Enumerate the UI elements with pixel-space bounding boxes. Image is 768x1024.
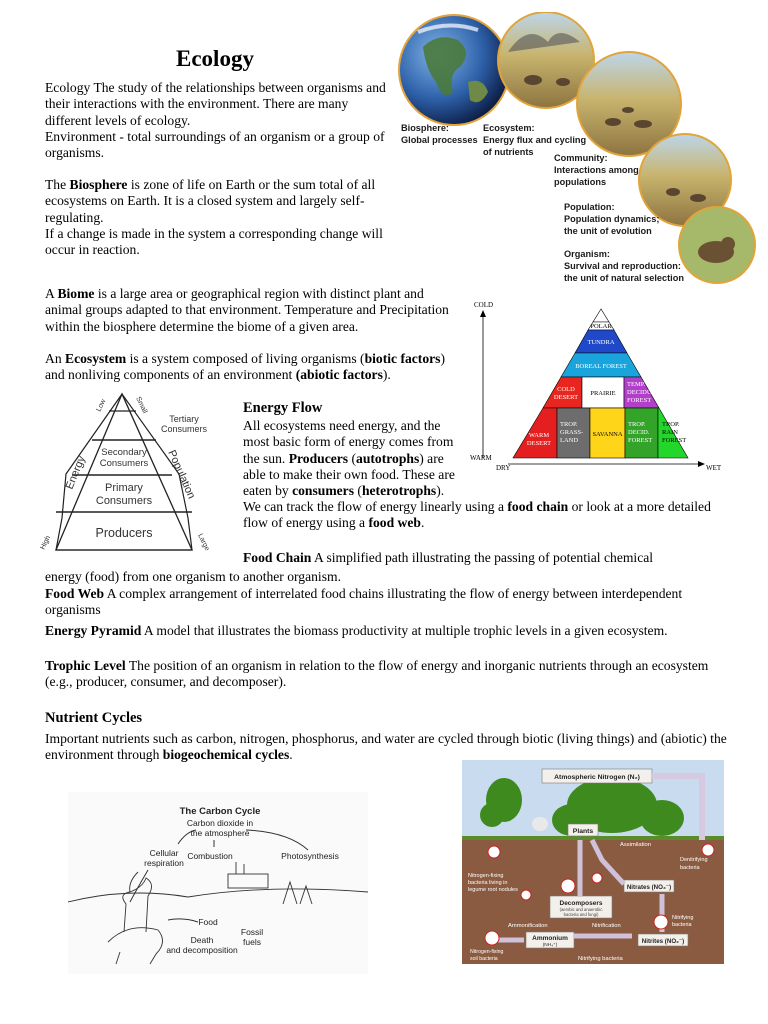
nitrates-label: Nitrates (NO₃⁻) [626,884,672,891]
def-food-chain-term: Food Chain [243,550,312,565]
term-heterotrophs: heterotrophs [361,483,437,499]
biome-boreal-label: BOREAL FOREST [575,363,627,370]
energy-flow-paragraph [243,418,461,499]
ammonium-label: Ammonium [532,935,568,942]
term-autotrophs: autotrophs [356,450,420,466]
text-run: A [45,286,58,301]
axis-label-cold: COLD [474,301,494,309]
biome-trop-rain-label3: FOREST [662,437,687,444]
term-biosphere: Biosphere [69,177,128,192]
carbon-photosynthesis-label: Photosynthesis [281,851,339,861]
text-run: A complex arrangement of interrelated food chains illustrating the flow of energy between interdependent organisms [45,586,683,618]
biome-polar-cap [593,309,609,322]
term-food-web: food web [368,515,421,531]
biome-trop-rain-label1: TROP. [662,421,680,428]
moisture-axis-arrow [698,461,705,467]
biome-trop-grass-label2: GRASS- [560,429,584,436]
biosphere-label-desc: Global processes [401,135,478,145]
nitrifying-label2: bacteria [672,922,692,928]
community-label-title: Community: [554,153,608,163]
decomposers-sub2: bacteria and fungi) [563,912,599,917]
text-run: Important nutrients such as carbon, nitrogen, phosphorus, and water are cycled through biotic (living things) and (abiotic) the environment through [45,731,727,763]
biome-trop-grass-label1: TROP. [560,421,578,428]
biome-tundra-label: TUNDRA [587,339,615,346]
carbon-fossil-label1: Fossil [240,927,264,937]
biome-trop-deci-label3: FOREST [628,437,653,444]
fixing-roots-label3: legume root nodules [468,887,518,893]
carbon-food-label: Food [198,917,218,927]
text-run: ) and nonliving components of an environment [45,351,445,383]
biome-pyramid-diagram [466,298,728,476]
nutrient-cycles-heading: Nutrient Cycles [45,710,143,726]
text-run: We can track the flow of energy linearly using a [243,499,508,514]
assimilation-label: Assimilation [620,842,651,848]
fixing-soil-label1: Nitrogen-fixing [470,949,504,955]
food-chain-line2: energy (food) from one organism to another organism. [45,569,341,584]
text-run: ( [348,450,357,466]
axis-label-wet: WET [706,464,722,472]
producers-label: Producers [95,526,153,540]
community-label-desc1: Interactions among [554,165,639,175]
carbon-fossil-label2: fuels [243,937,261,947]
axis-label-warm: WARM [470,454,492,462]
nitrogen-cycle-diagram [462,760,724,964]
energy-high-label: High [39,534,53,551]
text-run: All ecosystems need energy, and the most basic form of energy comes from the sun. [243,418,454,466]
term-producers: Producers [288,450,349,466]
biosphere-paragraph [45,177,387,258]
primary-consumers-label1: Primary [105,482,143,494]
organism-scene-image [679,207,755,283]
carbon-combustion-label: Combustion [187,851,233,861]
organism-label-desc2: the unit of natural selection [564,273,684,283]
text-run: An [45,351,66,366]
term-consumers: consumers [292,483,355,499]
energy-low-label: Low [95,398,108,413]
biome-trop-rain-label2: RAIN [662,429,678,436]
fixing-roots-label2: bacteria living in [468,880,508,886]
text-run: ). [382,367,391,383]
population-label-desc1: Population dynamics; [564,214,660,224]
tertiary-consumers-label1: Tertiary [169,414,199,424]
biome-trop-deci-label1: TROP. [628,421,646,428]
ecosystem-paragraph [45,351,455,384]
nitrites-label: Nitrites (NO₂⁻) [641,938,685,945]
food-chain-line1 [243,550,723,566]
carbon-cellular-label1: Cellular [149,848,179,858]
tertiary-consumers-label2: Consumers [160,424,208,434]
text-run: The [45,177,70,192]
population-small-label: Small [134,395,149,415]
axis-label-dry: DRY [496,464,511,472]
text-run: is zone of life on Earth or the sum total of all ecosystems on Earth. It is a closed system and largely self-regulating. [45,177,376,225]
biome-paragraph [45,286,463,335]
text-run: A simplified path illustrating the passing of potential chemical [311,550,654,565]
text-run: . [289,747,293,763]
term-biotic: biotic factors [364,351,441,366]
carbon-death-label1: Death [190,935,214,945]
nitrifying-bottom-label: Nitrifying bacteria [578,956,623,962]
text-run: is a large area or geographical region with distinct plant and animal groups adapted to that environment. Temperature and Precipitation within the biosphere determine the biome of a given area. [45,286,449,334]
population-large-label: Large [196,532,211,552]
organism-label-desc1: Survival and reproduction: [564,261,681,271]
fixing-roots-label1: Nitrogen-fixing [468,873,504,879]
population-label-title: Population: [564,202,615,212]
term-biome: Biome [57,286,95,301]
biosphere-globe-image [399,15,509,125]
ecosystem-label-desc1: Energy flux and cycling [483,135,587,145]
text-run: . [420,515,425,531]
biosphere-change-text: If a change is made in the system a corresponding change will occur in reaction. [45,225,383,258]
secondary-consumers-label1: Secondary [101,447,147,458]
rabbit-icon [532,817,548,831]
secondary-consumers-label2: Consumers [99,458,149,469]
decomposers-label: Decomposers [559,900,603,907]
text-run: ) are able to make their own food. These are eaten by [243,450,455,499]
biome-cold-desert-label1: COLD [557,386,575,393]
ground-line [462,836,724,840]
nitrifying-label1: Nitrifying [672,915,694,921]
term-abiotic: (abiotic factors [295,367,383,383]
biome-trop-grass-label3: LAND [560,437,579,444]
text-run: A model that illustrates the biomass productivity at multiple trophic levels in a given ecosystem. [141,623,668,638]
intro-ecology: Ecology The study of the relationships between organisms and their interactions with the environment. There are many different levels of ecology. [45,80,386,128]
carbon-death-label2: and decomposition [166,945,238,955]
population-axis-label: Population [165,448,198,501]
energy-pyramid-definition [45,623,725,639]
organism-label-title: Organism: [564,249,610,259]
text-run: ). [436,483,445,499]
biome-savanna-label: SAVANNA [592,431,623,438]
carbon-cellular-label2: respiration [144,858,184,868]
community-label-desc2: populations [554,177,607,187]
nutrient-cycles-paragraph [45,731,735,764]
denitrifying-label1: Denitrifying [680,857,708,863]
ammonium-formula: (NH₄⁺) [542,943,558,948]
track-paragraph [243,499,733,532]
ecosystem-label-title: Ecosystem: [483,123,535,133]
ammonification-label: Ammonification [508,923,548,929]
denitrifying-label2: bacteria [680,865,700,871]
fixing-soil-label2: soil bacteria [470,956,498,962]
atmospheric-nitrogen-label: Atmospheric Nitrogen (N₂) [554,774,640,781]
biome-trop-deci-label2: DECID. [628,429,650,436]
biome-warm-desert-label1: WARM [528,432,550,439]
nitrification-label: Nitrification [592,923,621,929]
ecosystem-label-desc2: of nutrients [483,147,534,157]
intro-block [45,80,387,161]
def-energy-pyramid-term: Energy Pyramid [45,623,142,638]
carbon-cycle-diagram [68,792,368,974]
def-food-web-term: Food Web [45,586,105,601]
energy-flow-heading: Energy Flow [243,400,323,416]
term-biogeochemical-cycles: biogeochemical cycles [162,747,290,763]
text-run: or look at a more detailed flow of energy using a [243,499,711,531]
biome-polar-label: POLAR [590,323,612,330]
population-label-desc2: the unit of evolution [564,226,652,236]
biome-temp-dec-label2: DECIDUOUS [627,389,665,396]
temperature-axis-arrow [480,310,486,317]
term-ecosystem: Ecosystem [65,351,127,366]
biome-warm-desert-label2: DESERT [526,440,552,447]
biome-prairie-label: PRAIRIE [590,390,616,397]
def-trophic-level-term: Trophic Level [45,658,126,673]
levels-of-ecology-figure [398,12,758,292]
text-run: is a system composed of living organisms ( [126,351,365,366]
biome-temp-dec-label3: FOREST [627,397,652,404]
food-web-definition [45,586,717,619]
text-run: ( [354,483,362,499]
decomposers-sub1: (aerobic and anaerobic [559,907,603,912]
biosphere-label-title: Biosphere: [401,123,449,133]
term-food-chain: food chain [507,499,569,514]
page-title: Ecology [176,46,254,71]
biome-temp-dec-label1: TEMP. [627,381,646,388]
carbon-co2-label2: the atmosphere [190,828,250,838]
carbon-cycle-title: The Carbon Cycle [179,806,261,817]
primary-consumers-label2: Consumers [95,495,153,507]
text-run: The position of an organism in relation to the flow of energy and inorganic nutrients through an ecosystem (e.g., producer, consumer, and decomposer). [45,658,709,690]
carbon-co2-label1: Carbon dioxide in [186,818,254,828]
plants-label: Plants [572,828,594,835]
energy-axis-label: Energy [63,454,88,492]
biome-cold-desert-label2: DESERT [553,394,579,401]
intro-environment: Environment - total surroundings of an organism or a group of organisms. [45,128,385,161]
trophic-level-definition [45,658,735,691]
energy-pyramid-diagram [34,390,234,555]
